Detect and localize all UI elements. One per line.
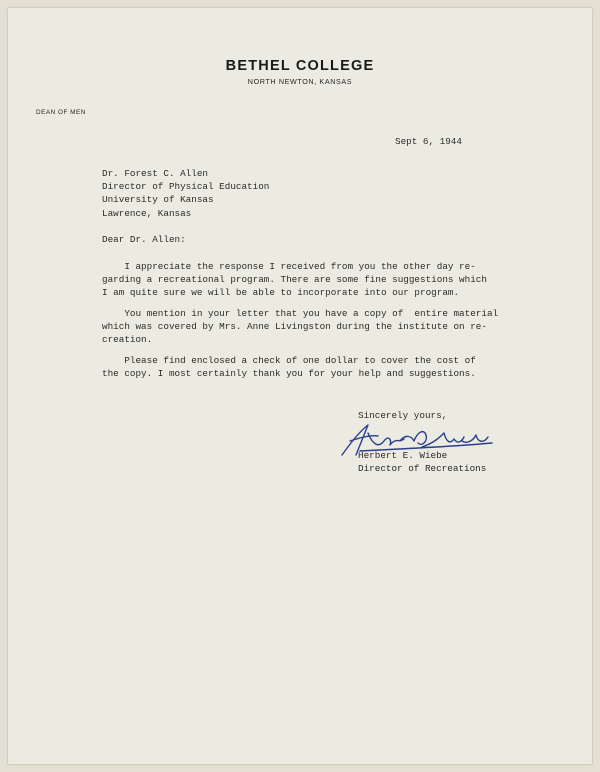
paragraph-line: which was covered by Mrs. Anne Livingston during the institute on re- <box>102 321 487 333</box>
closing: Sincerely yours, <box>358 410 448 421</box>
recipient-line: Lawrence, Kansas <box>102 207 192 219</box>
paragraph-line: I appreciate the response I received from you the other day re- <box>102 261 476 272</box>
letter-date: Sept 6, 1944 <box>395 136 462 147</box>
body-paragraph <box>102 354 476 380</box>
paragraph-line: You mention in your letter that you have a copy of entire material <box>102 308 499 319</box>
letter-page <box>8 8 592 764</box>
signer-name: Herbert E. Wiebe <box>358 450 448 461</box>
salutation: Dear Dr. Allen: <box>102 234 186 245</box>
paragraph-line: I am quite sure we will be able to incorporate into our program. <box>102 287 460 299</box>
recipient-line: University of Kansas <box>102 194 214 206</box>
body-paragraph <box>102 260 487 300</box>
signer-title: Director of Recreations <box>358 463 487 475</box>
paragraph-line: creation. <box>102 334 153 346</box>
recipient-address <box>102 167 269 220</box>
letterhead-institution: BETHEL COLLEGE <box>225 58 375 74</box>
recipient-line: Director of Physical Education <box>102 181 270 193</box>
signer-block <box>358 449 486 475</box>
letterhead-office: DEAN OF MEN <box>36 109 86 116</box>
recipient-line: Dr. Forest C. Allen <box>102 168 209 179</box>
paragraph-line: Please find enclosed a check of one dollar to cover the cost of <box>102 355 476 366</box>
letterhead-location: NORTH NEWTON, KANSAS <box>247 77 353 86</box>
paragraph-line: the copy. I most certainly thank you for your help and suggestions. <box>102 368 476 380</box>
body-paragraph <box>102 307 498 347</box>
paragraph-line: garding a recreational program. There are some fine suggestions which <box>102 274 487 286</box>
